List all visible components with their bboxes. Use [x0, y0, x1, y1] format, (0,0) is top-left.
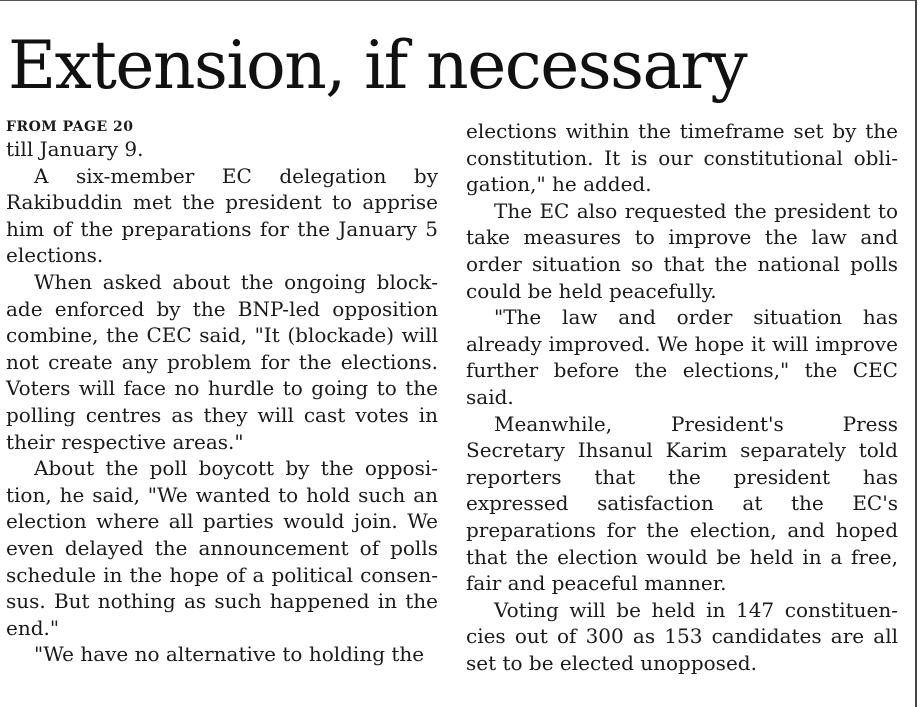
paragraph: elections within the timeframe set by the constitution. It is our constitutional obligation," he added.	[466, 119, 898, 197]
paragraph: Voting will be held in 147 constituencies out of 300 as 153 candidates are all set to be elected unopposed.	[466, 597, 898, 675]
right-border-rule	[915, 0, 917, 707]
headline: Extension, if necessary	[8, 27, 747, 104]
jump-line: FROM PAGE 20	[6, 119, 134, 135]
paragraph: A six-member EC delegation by Rakibuddin met the president to apprise him of the preparations for the January 5 elections.	[6, 163, 438, 268]
paragraph: When asked about the ongoing blockade enforced by the BNP-led opposition combine, the CEC said, "It (blockade) will not create any problem for the elections. Voters will face no hurdle to going to the polling centres as they will cast votes in their respective areas."	[6, 269, 438, 454]
paragraph: About the poll boycott by the opposition, he said, "We wanted to hold such an election where all parties would join. We even delayed the announcement of polls schedule in the hope of a political consensus. But nothing as such happened in the end."	[6, 456, 438, 640]
paragraph: "The law and order situation has already improved. We hope it will improve further before the elections," the CEC said.	[466, 305, 898, 409]
left-column	[6, 118, 438, 668]
paragraph: The EC also requested the president to take measures to improve the law and order situation so that the national polls could be held peacefully.	[466, 198, 898, 303]
paragraph: till January 9.	[6, 137, 144, 161]
paragraph: Meanwhile, President's Press Secretary Ihsanul Karim separately told reporters that the president has expressed satisfaction at the EC's preparations for the election, and hoped that the election would be held in a free, fair and peaceful manner.	[466, 411, 898, 596]
top-border-rule	[0, 0, 916, 1]
right-column	[466, 118, 898, 676]
paragraph: "We have no alternative to holding the	[34, 642, 425, 667]
